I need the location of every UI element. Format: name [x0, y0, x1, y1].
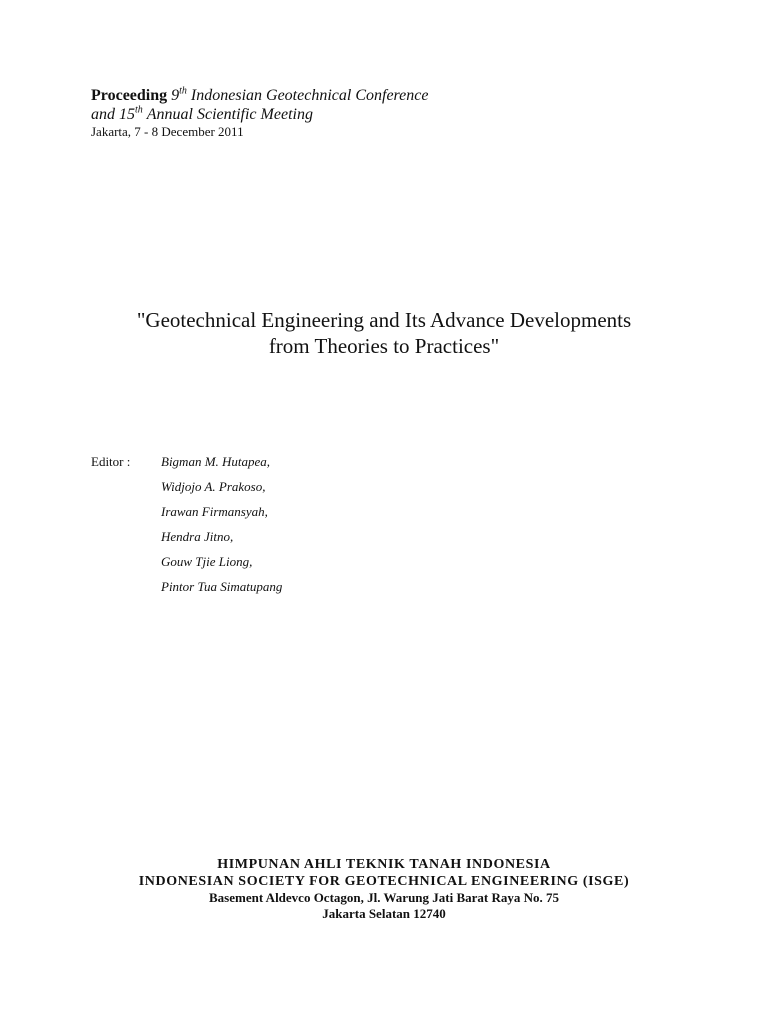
title-line-1: "Geotechnical Engineering and Its Advance Developments [136, 308, 632, 332]
meeting-number-suffix: th [135, 104, 143, 116]
conference-number: 9 [171, 87, 180, 104]
editor-list [161, 453, 282, 603]
editor-name: Bigman M. Hutapea, [161, 454, 271, 469]
header-line-1 [91, 86, 731, 105]
meeting-number: and 15 [91, 106, 135, 123]
header-line-2 [91, 105, 731, 124]
editor-label: Editor : [91, 454, 131, 469]
conference-date-location: Jakarta, 7 - 8 December 2011 [91, 124, 244, 139]
publisher-name-english: INDONESIAN SOCIETY FOR GEOTECHNICAL ENGINEERING (ISGE) [138, 874, 630, 889]
conference-number-suffix: th [179, 85, 187, 97]
editor-name: Widjojo A. Prakoso, [161, 479, 266, 494]
editor-name: Irawan Firmansyah, [161, 504, 268, 519]
proceeding-label: Proceeding [91, 87, 168, 104]
publisher-name-indonesian: HIMPUNAN AHLI TEKNIK TANAH INDONESIA [217, 857, 551, 872]
publisher-address: Basement Aldevco Octagon, Jl. Warung Jati Barat Raya No. 75 [208, 890, 560, 905]
document-title [40, 307, 728, 359]
title-line-2: from Theories to Practices" [268, 334, 500, 358]
publisher-footer [40, 856, 728, 922]
editor-name: Pintor Tua Simatupang [161, 579, 283, 594]
conference-name: Indonesian Geotechnical Conference [190, 87, 429, 104]
meeting-name: Annual Scientific Meeting [146, 106, 313, 123]
proceeding-header [91, 86, 731, 140]
publisher-city-postcode: Jakarta Selatan 12740 [322, 906, 446, 921]
editor-name: Hendra Jitno, [161, 529, 234, 544]
editor-name: Gouw Tjie Liong, [161, 554, 253, 569]
